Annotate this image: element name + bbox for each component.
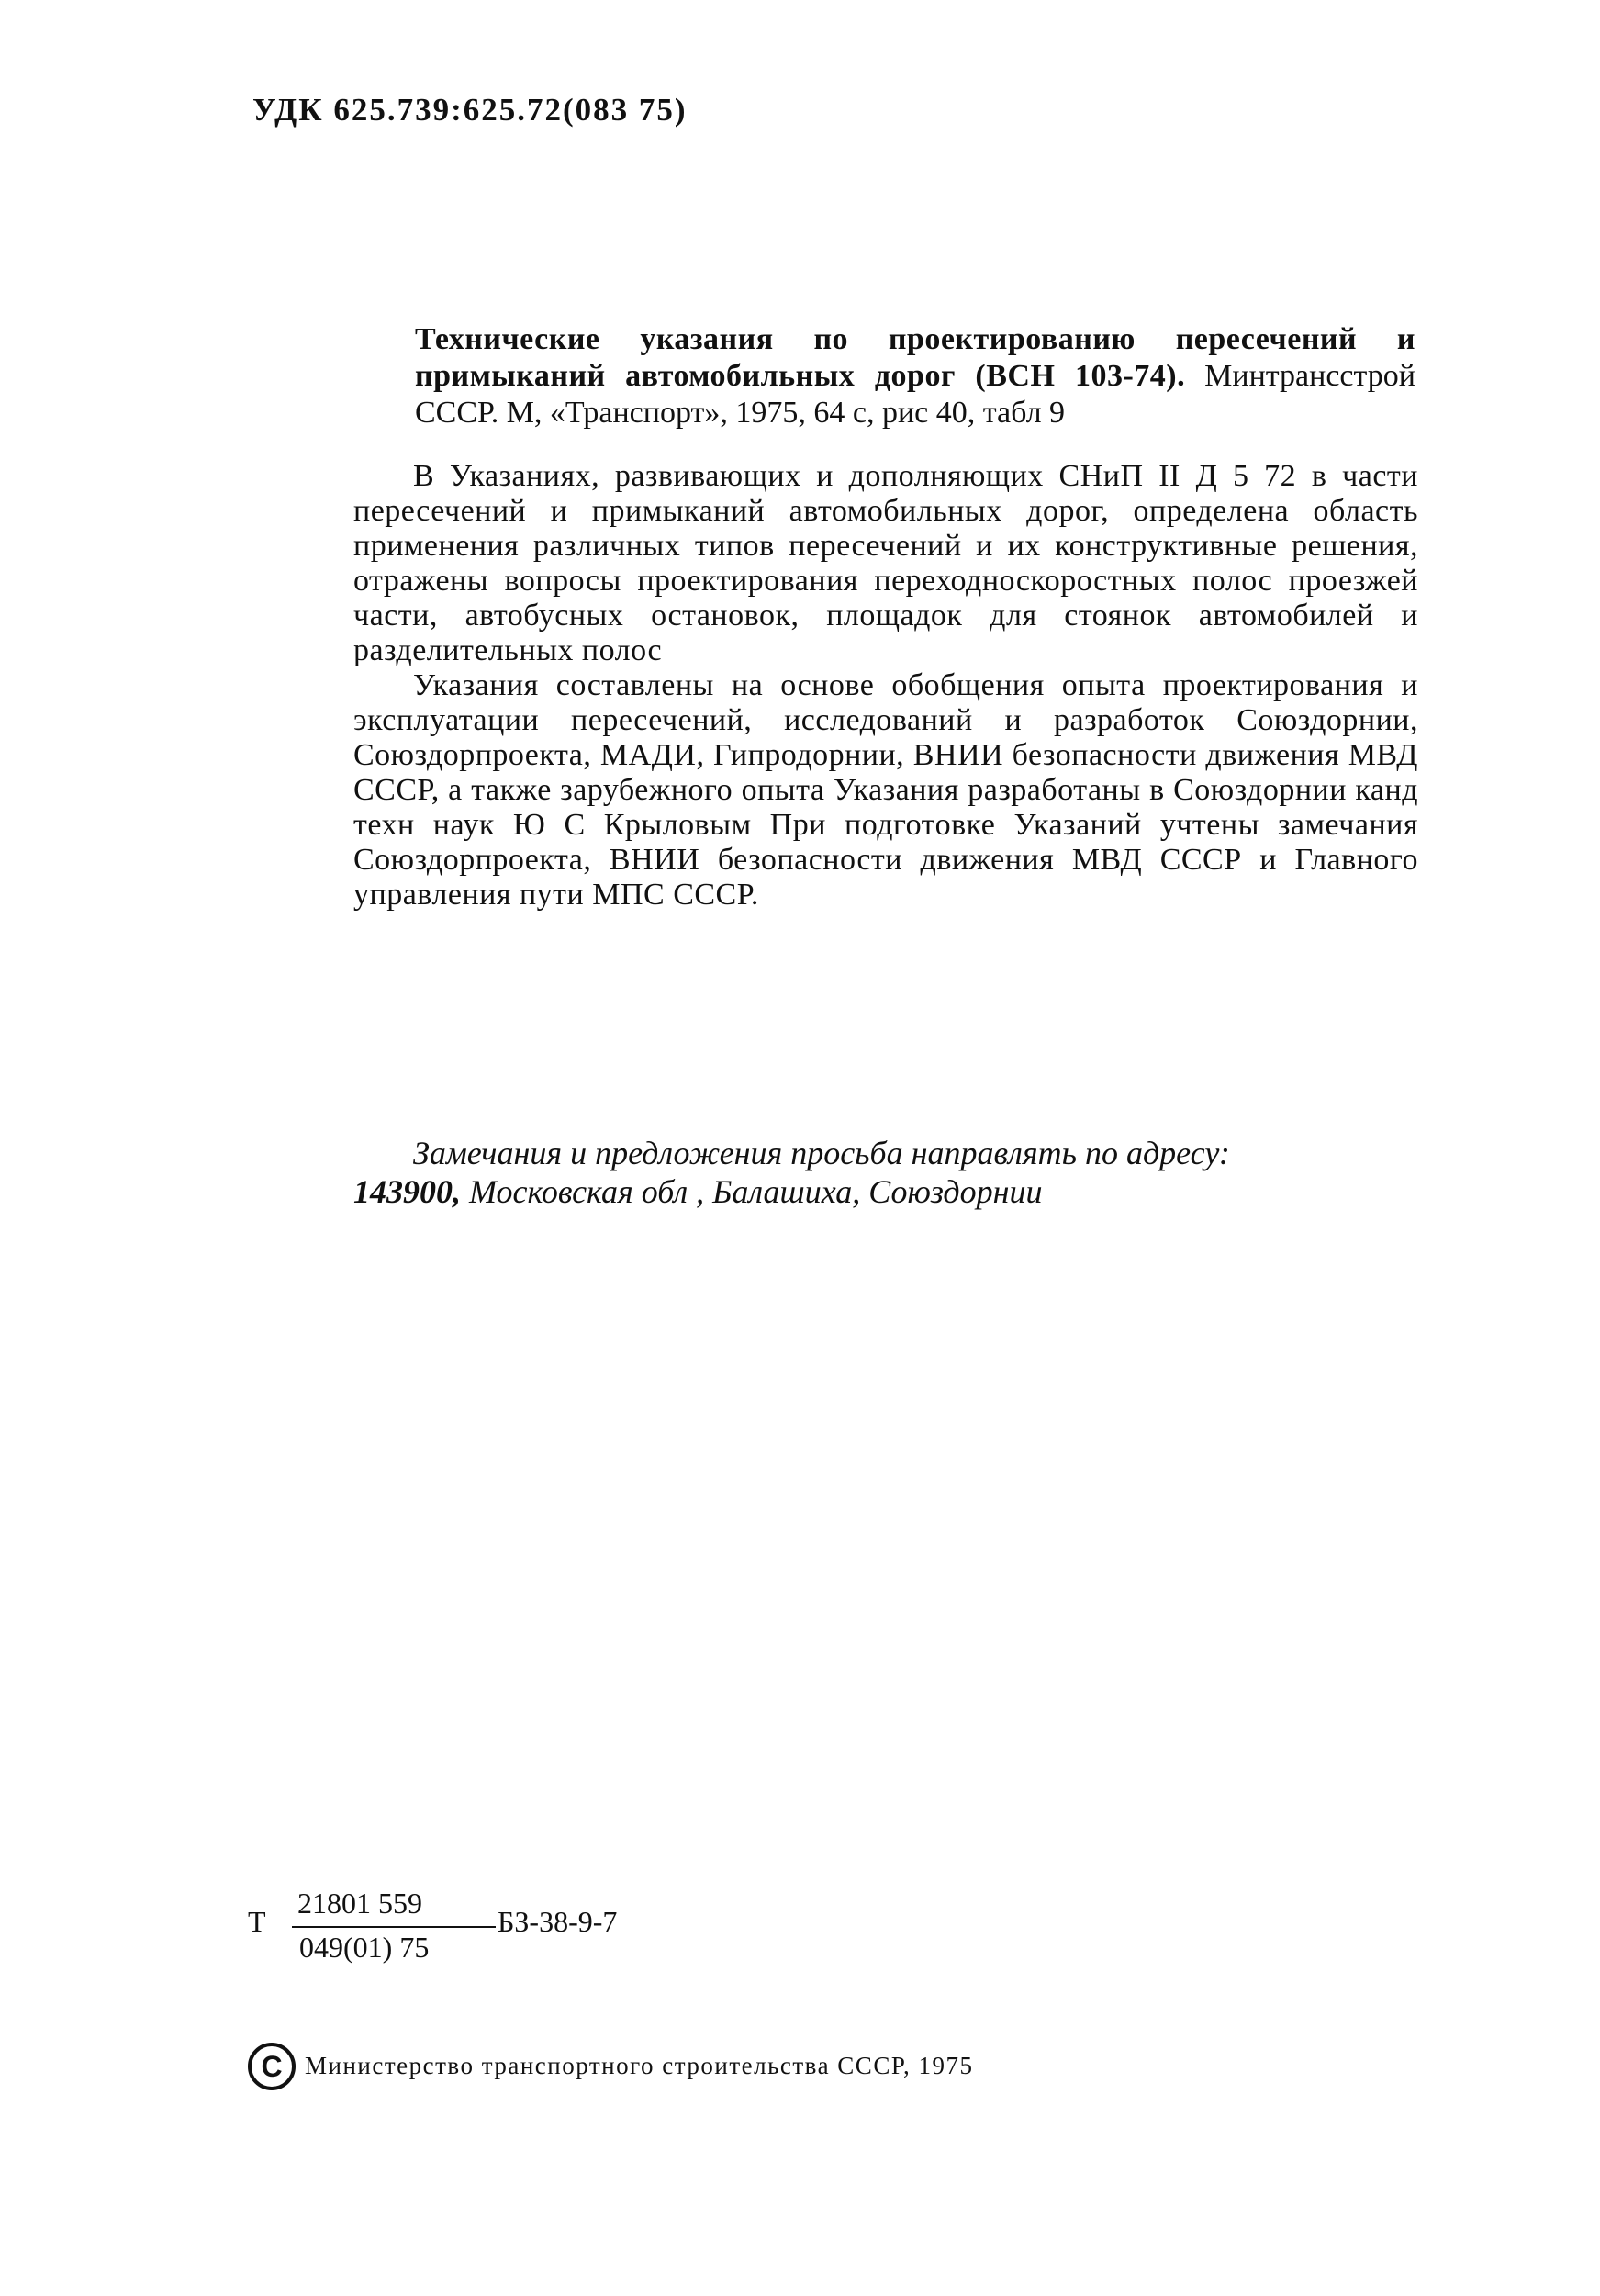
bibliographic-entry <box>415 321 1415 431</box>
catalog-code: БЗ-38-9-7 <box>498 1905 618 1938</box>
code-numerator: 21801 559 <box>297 1887 422 1920</box>
feedback-notice <box>353 1134 1418 1211</box>
abstract-paragraph-2: Указания составлены на основе обобщения опыта проектирования и эксплуатации пересечений, исследований и разработок Союздорнии, Союздорпроекта, МАДИ, Гипродорнии, ВНИИ безопасности движения МВД СССР, а также зарубежного опыта Указания разработаны в Союздорнии канд техн наук Ю С Крыловым При подготовке Указаний учтены замечания Союздорпроекта, ВНИИ безопасности движения МВД СССР и Главного управления пути МПС СССР. <box>353 668 1418 912</box>
feedback-address <box>353 1172 1418 1211</box>
address-text: Московская обл , Балашиха, Союздорнии <box>469 1173 1043 1210</box>
code-prefix: Т <box>248 1905 266 1938</box>
abstract-paragraph-1: В Указаниях, развивающих и дополняющих СНиП II Д 5 72 в части пересечений и примыканий автомобильных дорог, определена область применения различных типов пересечений и их конструктивные решения, отражены вопросы проектирования переходноскоростных полос проезжей части, автобусных остановок, площадок для стоянок автомобилей и разделительных полос <box>353 459 1418 667</box>
publication-details: Минтрансстрой СССР. М, «Транспорт», 1975, 64 с, рис 40, табл 9 <box>415 359 1415 430</box>
copyright-text: Министерство транспортного строительства СССР, 1975 <box>305 2052 974 2079</box>
postal-code: 143900, <box>353 1173 461 1210</box>
bibliographic-record <box>415 321 1415 431</box>
publication-code <box>248 1887 670 1969</box>
code-denominator: 049(01) 75 <box>299 1931 430 1964</box>
document-title: Технические указания по проектированию пересечений и примыканий автомобильных дорог (ВСН 103-74). <box>415 322 1415 393</box>
copyright-icon: C <box>248 2043 296 2090</box>
abstract <box>353 459 1418 913</box>
udc-code: УДК 625.739:625.72(083 75) <box>252 92 688 128</box>
fraction-line <box>292 1926 496 1928</box>
feedback-request: Замечания и предложения просьба направлять по адресу: <box>413 1135 1230 1171</box>
